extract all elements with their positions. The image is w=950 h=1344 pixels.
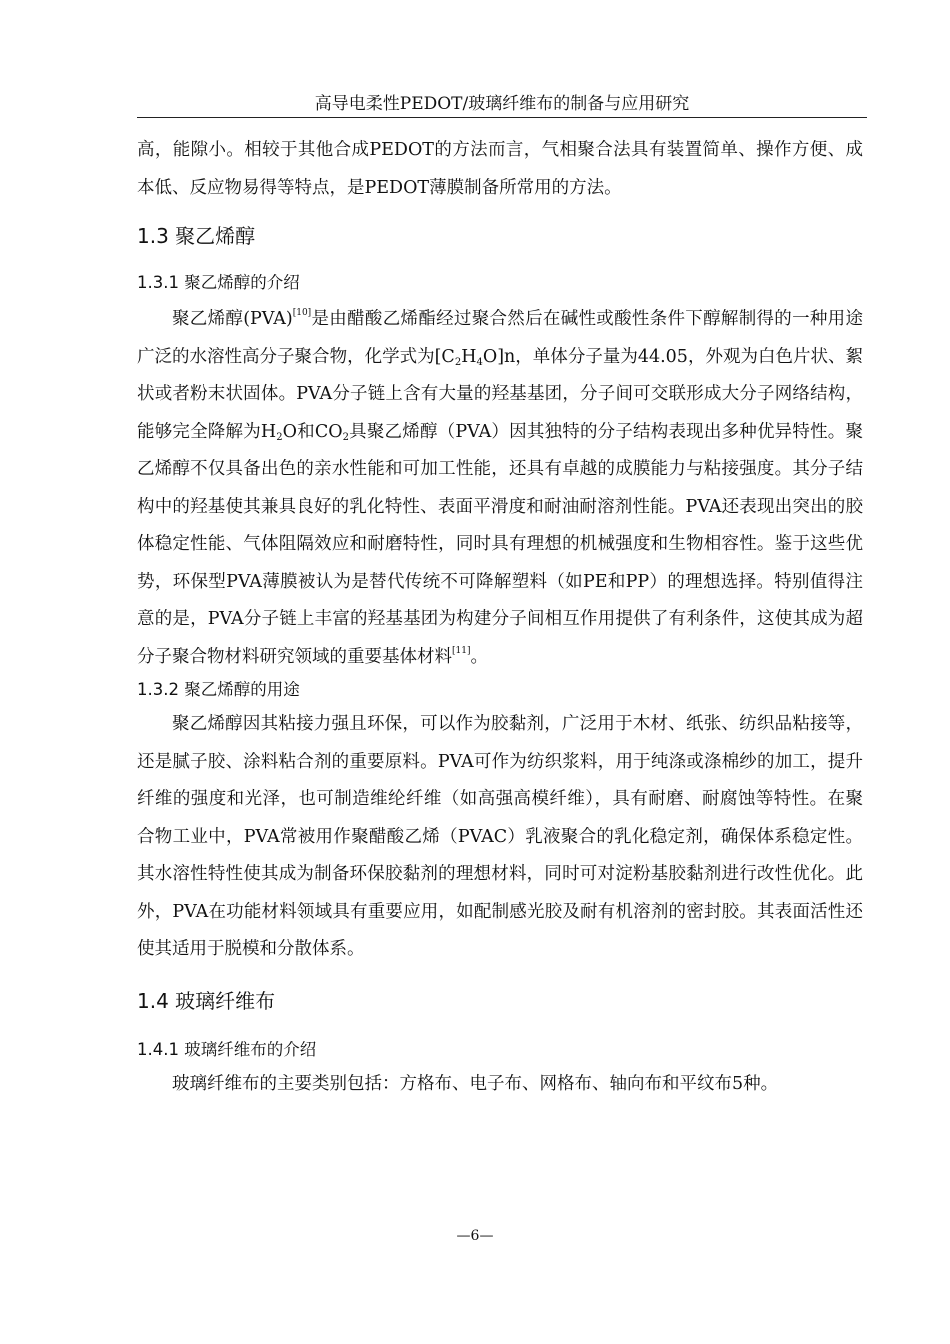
subscript: 4 (476, 356, 483, 368)
section-heading-1-4: 1.4 玻璃纤维布 (137, 988, 276, 1013)
running-header: 高导电柔性PEDOT/玻璃纤维布的制备与应用研究 (314, 94, 690, 114)
text-run: O]n，单体分子量为44.05，外观为白色片状、絮状或者粉末状固体。PVA分子链上含有大量的羟基基团，分子间可交联形成大分子网络结构，能够完全降解为H (137, 346, 863, 442)
subscript: 2 (276, 431, 283, 443)
pva-intro-paragraph (137, 301, 863, 676)
text-run: H (461, 346, 477, 367)
citation-11: [11] (452, 645, 471, 656)
pva-uses-paragraph: 聚乙烯醇因其粘接力强且环保，可以作为胶黏剂，广泛用于木材、纸张、纺织品粘接等，还是腻子胶、涂料粘合剂的重要原料。PVA可作为纺织浆料，用于纯涤或涤棉纱的加工，提升纤维的强度和光泽，也可制造维纶纤维（如高强高模纤维），具有耐磨、耐腐蚀等特性。在聚合物工业中，PVA常被用作聚醋酸乙烯（PVAC）乳液聚合的乳化稳定剂，确保体系稳定性。其水溶性特性使其成为制备环保胶黏剂的理想材料，同时可对淀粉基胶黏剂进行改性优化。此外，PVA在功能材料领域具有重要应用，如配制感光胶及耐有机溶剂的密封胶。其表面活性还使其适用于脱模和分散体系。 (137, 714, 863, 959)
citation-10: [10] (292, 308, 312, 318)
page-number: —6— (456, 1228, 494, 1244)
section-heading-1-3: 1.3 聚乙烯醇 (137, 224, 256, 248)
intro-paragraph: 高，能隙小。相较于其他合成PEDOT的方法而言，气相聚合法具有装置简单、操作方便、成本低、反应物易得等特点，是PEDOT薄膜制备所常用的方法。 (137, 140, 863, 198)
text-run: 具聚乙烯醇（PVA）因其独特的分子结构表现出多种优异特性。聚乙烯醇不仅具备出色的亲水性能和可加工性能，还具有卓越的成膜能力与粘接强度。其分子结构中的羟基使其兼具良好的乳化特性、表面平滑度和耐油耐溶剂性能。PVA还表现出突出的胶体稳定性能、气体阻隔效应和耐磨特性，同时具有理想的机械强度和生物相容性。鉴于这些优势，环保型PVA薄膜被认为是替代传统不可降解塑料（如PE和PP）的理想选择。特别值得注意的是，PVA分子链上丰富的羟基基团为构建分子间相互作用提供了有利条件，这使其成为超分子聚合物材料研究领域的重要基体材料 (137, 421, 863, 667)
subsection-heading-1-3-2: 1.3.2 聚乙烯醇的用途 (137, 680, 300, 699)
glass-fiber-paragraph: 玻璃纤维布的主要类别包括：方格布、电子布、网格布、轴向布和平纹布5种。 (172, 1073, 779, 1094)
page-body (137, 132, 863, 1103)
subscript: 2 (454, 356, 462, 368)
subscript: 2 (342, 431, 349, 443)
text-run: 是由醋酸乙烯酯经过聚合然后在碱性或酸性条件下醇解制得的一种用途广泛的水溶性高分子聚合物，化学式为[C (137, 309, 863, 367)
text-run: O和CO (282, 421, 343, 442)
text-run: 。 (470, 646, 488, 667)
subsection-heading-1-4-1: 1.4.1 玻璃纤维布的介绍 (137, 1039, 317, 1059)
text-run: 聚乙烯醇(PVA) (172, 309, 293, 329)
subsection-heading-1-3-1: 1.3.1 聚乙烯醇的介绍 (137, 273, 300, 292)
header-rule (137, 117, 867, 118)
